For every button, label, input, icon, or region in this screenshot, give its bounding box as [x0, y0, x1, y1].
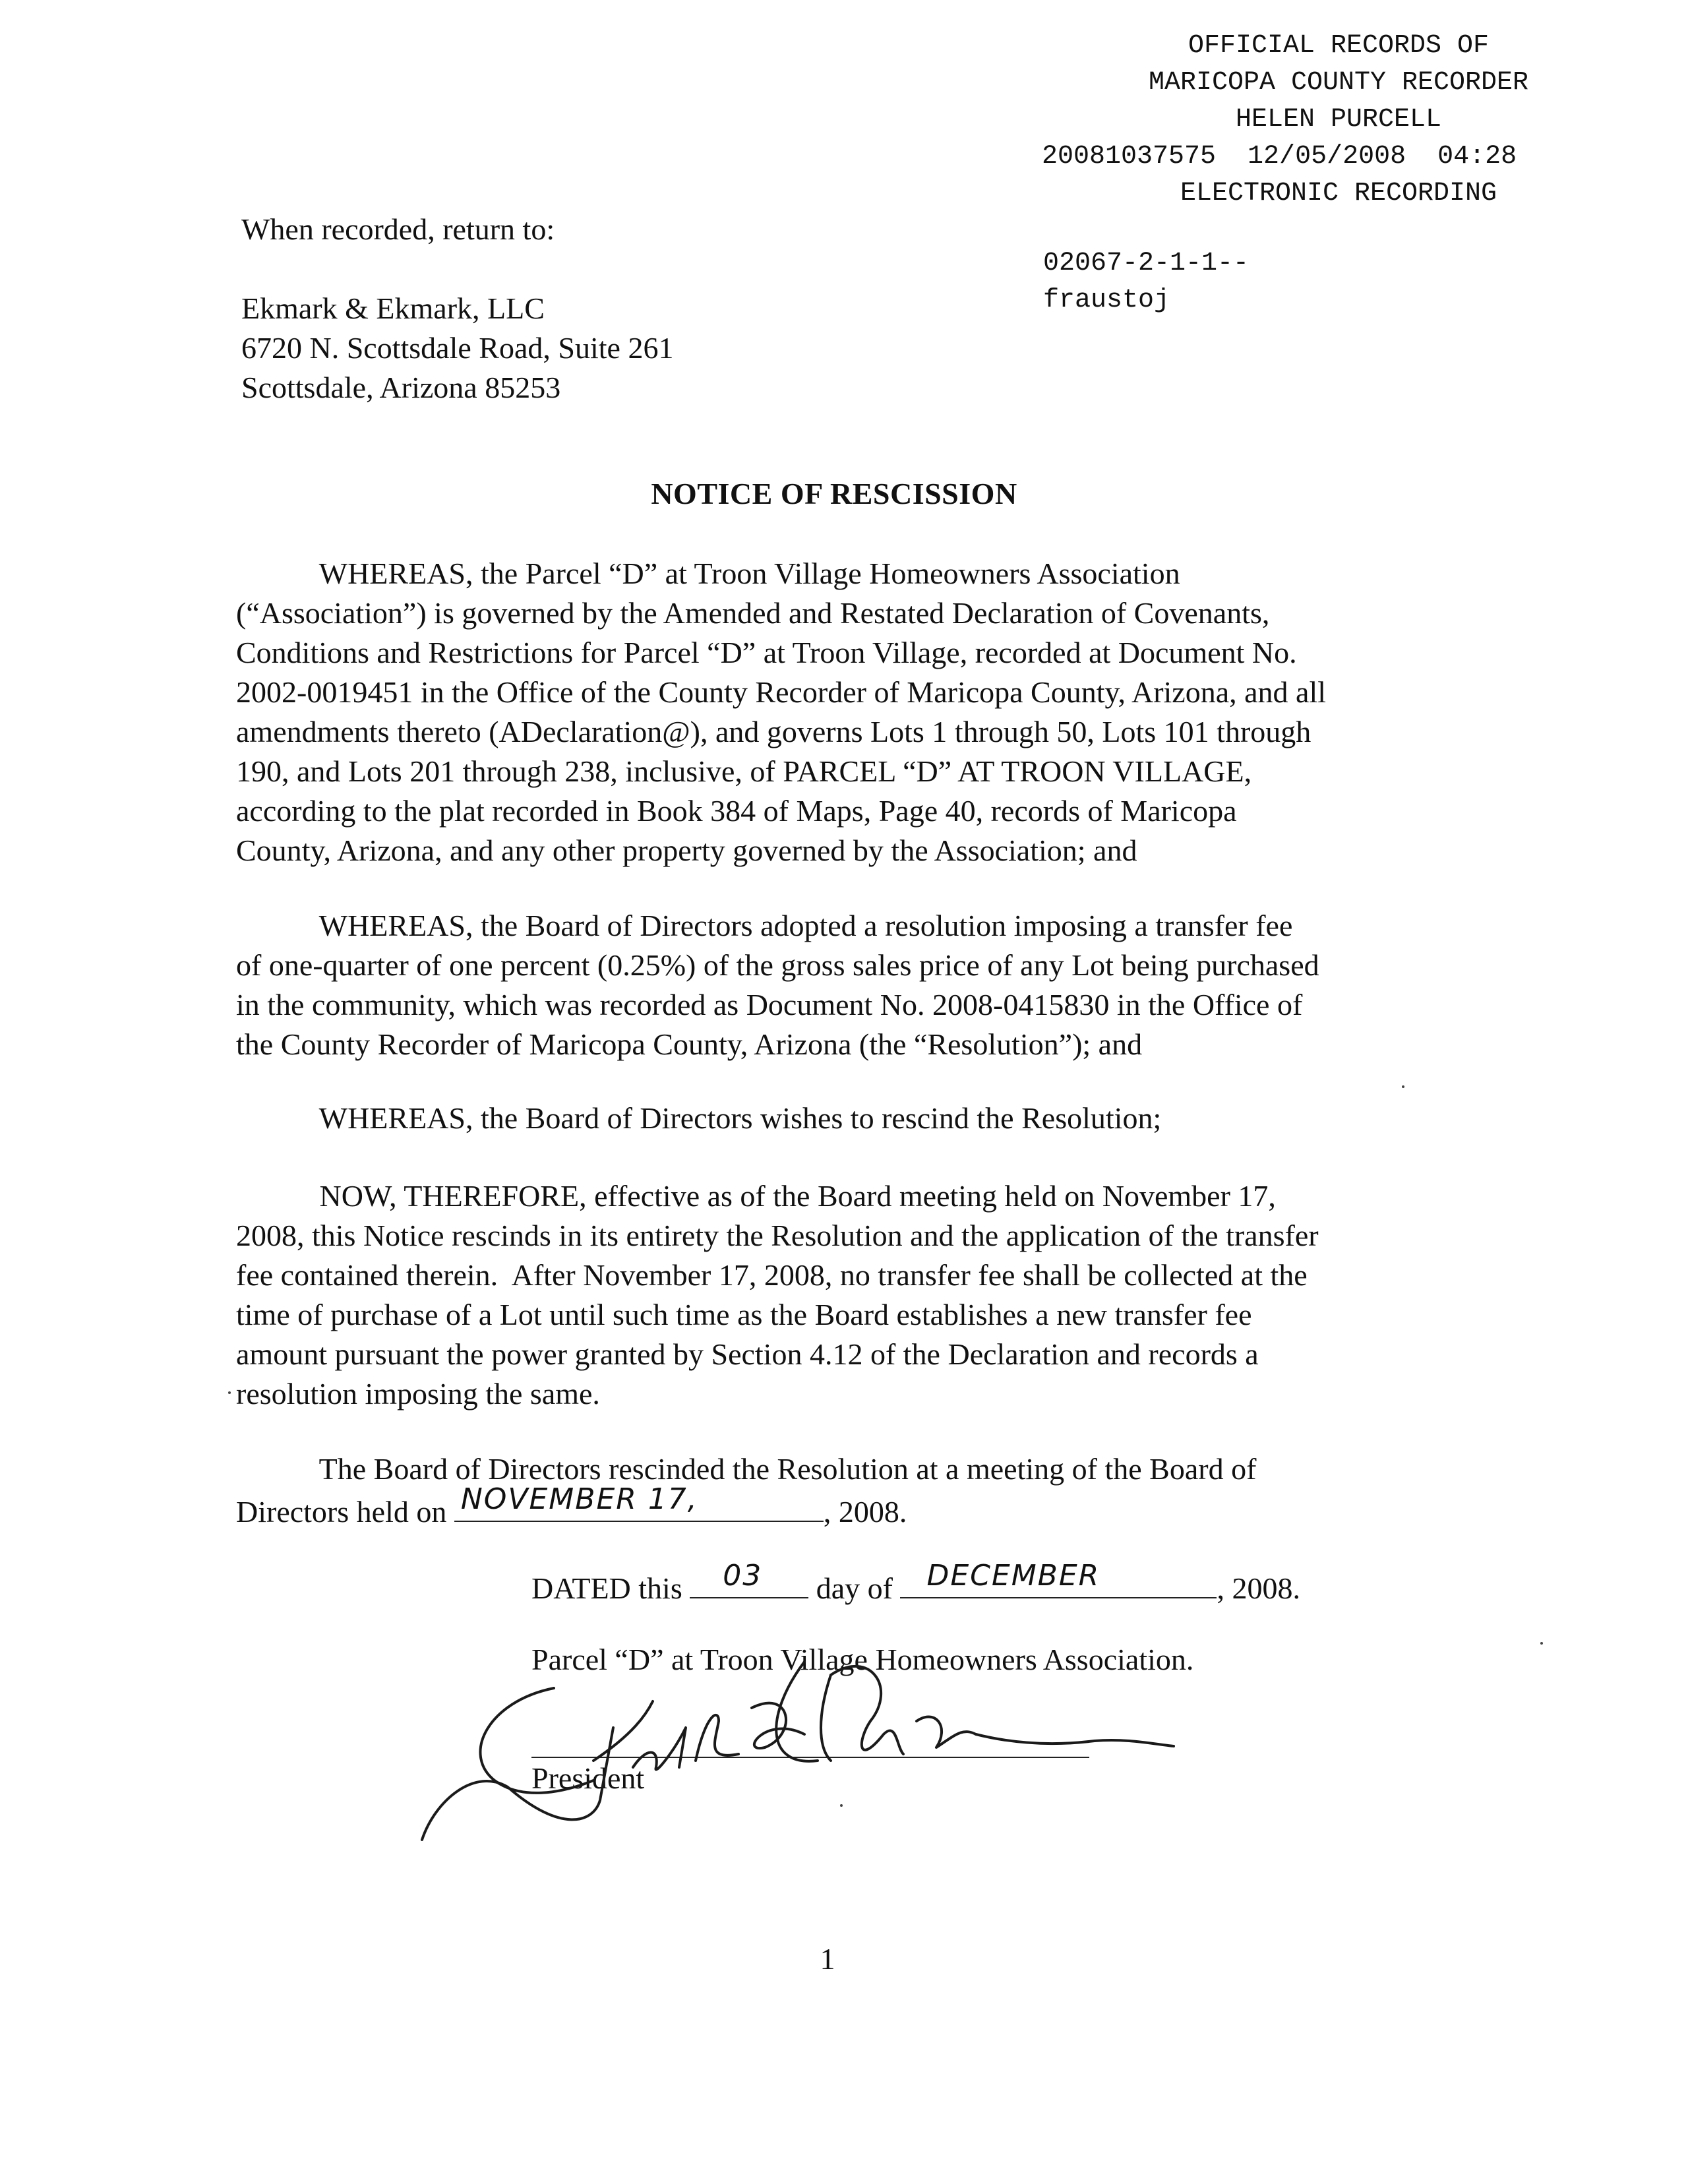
signature-role: President: [531, 1761, 645, 1795]
recorder-code: 02067-2-1-1--: [1043, 249, 1250, 278]
recorder-user: fraustoj: [1043, 286, 1170, 315]
return-to-name: Ekmark & Ekmark, LLC: [241, 291, 545, 325]
association-name: Parcel “D” at Troon Village Homeowners Association.: [531, 1643, 1194, 1676]
signature-stroke: [696, 1715, 738, 1761]
paragraph-line: Conditions and Restrictions for Parcel “D” at Troon Village, recorded at Document No.: [236, 636, 1297, 669]
signature-stroke: [976, 1734, 1174, 1746]
paragraph-line: County, Arizona, and any other property governed by the Association; and: [236, 834, 1137, 867]
paragraph-now-therefore: [236, 1176, 1443, 1414]
dated-day-handwritten: 03: [723, 1559, 763, 1592]
document-title: NOTICE OF RESCISSION: [651, 477, 1017, 510]
paragraph-line: (“Association”) is governed by the Amended and Restated Declaration of Covenants,: [236, 596, 1270, 630]
recorder-stamp: [1042, 28, 1635, 212]
dated-month-handwritten: DECEMBER: [926, 1559, 1100, 1592]
dated-prefix: DATED this: [531, 1571, 690, 1605]
recorder-line-1: OFFICIAL RECORDS OF: [1188, 31, 1490, 61]
signature-stroke: [821, 1675, 831, 1761]
scan-speck: [840, 1804, 843, 1807]
signature-stroke: [831, 1666, 903, 1754]
scan-speck: [1402, 1085, 1404, 1088]
paragraph-line: The Board of Directors rescinded the Resolution at a meeting of the Board of: [236, 1452, 1257, 1486]
return-to-address-1: 6720 N. Scottsdale Road, Suite 261: [241, 331, 674, 365]
recorder-line-2: MARICOPA COUNTY RECORDER: [1148, 68, 1529, 98]
paragraph-line: amendments thereto (ADeclaration@), and governs Lots 1 through 50, Lots 101 through: [236, 715, 1311, 748]
paragraph-line: 190, and Lots 201 through 238, inclusive, of PARCEL “D” AT TROON VILLAGE,: [236, 754, 1252, 788]
recorder-line-5: ELECTRONIC RECORDING: [1180, 179, 1497, 208]
dated-line: [531, 1559, 1300, 1608]
paragraph-line: 2008, this Notice rescinds in its entirety the Resolution and the application of the transfer: [236, 1219, 1319, 1252]
scan-speck: [228, 1391, 231, 1394]
signature-stroke: [917, 1717, 976, 1747]
return-to-label: When recorded, return to:: [241, 212, 555, 246]
dated-middle: day of: [808, 1571, 901, 1605]
paragraph-line: the County Recorder of Maricopa County, Arizona (the “Resolution”); and: [236, 1027, 1143, 1061]
paragraph-line-with-date: [236, 1482, 1443, 1532]
dated-suffix: , 2008.: [1217, 1571, 1300, 1605]
signature-stroke: [593, 1701, 653, 1761]
paragraph-whereas-association: [236, 554, 1443, 870]
dated-month-blank: [900, 1559, 1217, 1598]
paragraph-line: time of purchase of a Lot until such time as the Board establishes a new transfer fee: [236, 1298, 1252, 1331]
paragraph-line: WHEREAS, the Board of Directors wishes to rescind the Resolution;: [236, 1101, 1162, 1135]
meeting-suffix: , 2008.: [823, 1495, 907, 1529]
return-to-block: [241, 210, 673, 408]
paragraph-line: amount pursuant the power granted by Section 4.12 of the Declaration and records a: [236, 1337, 1259, 1371]
signature-stroke: [480, 1688, 593, 1793]
paragraph-line: 2002-0019451 in the Office of the County Recorder of Maricopa County, Arizona, and all: [236, 675, 1327, 709]
meeting-date-handwritten: NOVEMBER 17,: [460, 1482, 698, 1516]
paragraph-line: NOW, THEREFORE, effective as of the Board meeting held on November 17,: [236, 1179, 1276, 1213]
signature-stroke: [776, 1662, 818, 1761]
paragraph-line: according to the plat recorded in Book 384 of Maps, Page 40, records of Maricopa: [236, 794, 1237, 828]
paragraph-whereas-resolution: [236, 906, 1443, 1064]
paragraph-line: WHEREAS, the Board of Directors adopted a resolution imposing a transfer fee: [236, 909, 1293, 942]
dated-day-blank: [690, 1559, 808, 1598]
paragraph-line: of one-quarter of one percent (0.25%) of the gross sales price of any Lot being purchased: [236, 948, 1319, 982]
recorder-line-4: 20081037575 12/05/2008 04:28: [1042, 142, 1517, 171]
paragraph-board-rescinded: [236, 1449, 1443, 1532]
scan-speck: [1540, 1642, 1543, 1645]
meeting-prefix: Directors held on: [236, 1495, 454, 1529]
recorder-meta: [1043, 245, 1249, 319]
paragraph-whereas-rescind: [236, 1099, 1443, 1138]
paragraph-line: WHEREAS, the Parcel “D” at Troon Village Homeowners Association: [236, 557, 1180, 590]
return-to-address-2: Scottsdale, Arizona 85253: [241, 371, 561, 404]
recorder-line-3: HELEN PURCELL: [1235, 105, 1442, 135]
signature-stroke: [633, 1728, 686, 1770]
page-number: 1: [820, 1942, 835, 1976]
paragraph-line: fee contained therein. After November 17, 2008, no transfer fee shall be collected at the: [236, 1258, 1308, 1292]
handwritten-signature: [396, 1635, 1187, 1846]
paragraph-line: resolution imposing the same.: [236, 1377, 600, 1410]
paragraph-line: in the community, which was recorded as Document No. 2008-0415830 in the Office of: [236, 988, 1303, 1021]
meeting-date-blank: [454, 1482, 824, 1522]
